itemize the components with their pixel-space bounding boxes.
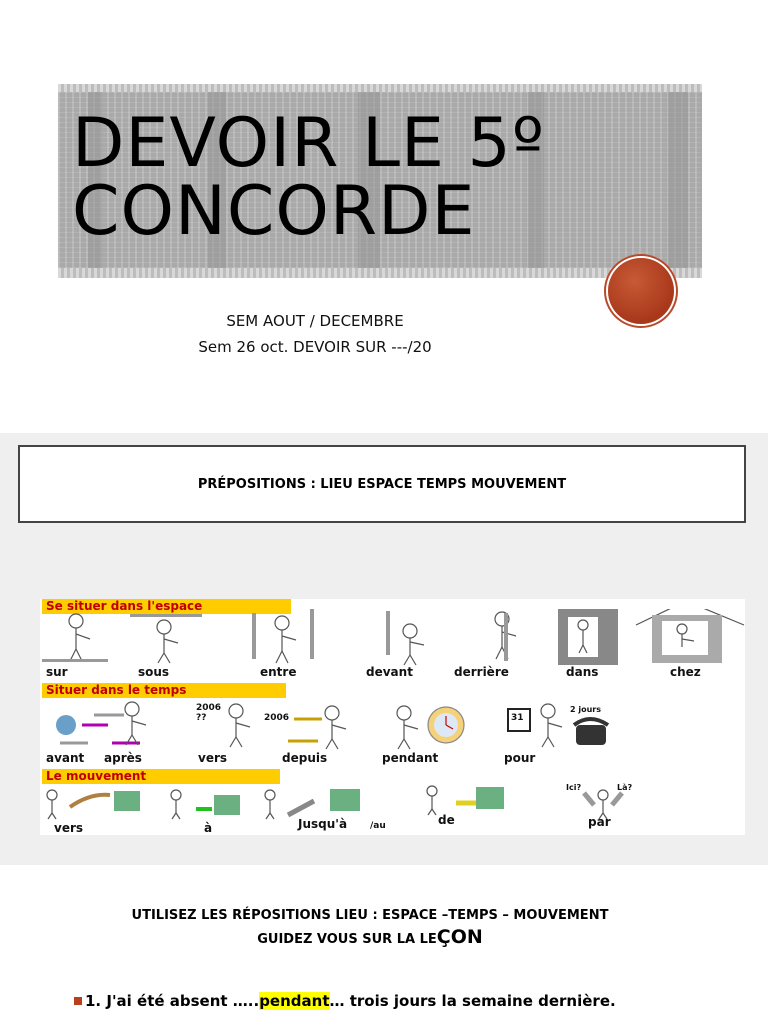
note-la: Là? [617, 783, 633, 792]
title-line-2: CONCORDE [72, 172, 476, 251]
stick-figure-icon [69, 614, 90, 661]
word-depuis: depuis [282, 751, 328, 765]
prepositions-title-box: PRÉPOSITIONS : LIEU ESPACE TEMPS MOUVEMENT [18, 445, 746, 523]
arrow-icon [584, 793, 594, 805]
subtitle-line-2: Sem 26 oct. DEVOIR SUR ---/20 [198, 338, 432, 356]
word-apres: après [104, 751, 142, 765]
instruction-line-2 [0, 926, 740, 948]
espace-figures [40, 609, 745, 669]
house-icon [636, 609, 744, 663]
arrow-icon [612, 793, 622, 805]
note-2006: 2006 [264, 713, 290, 723]
title-slide [0, 0, 768, 432]
note-ici: Ici? [566, 783, 582, 792]
exercise-sentence-1 [74, 992, 616, 1010]
word-derriere: derrière [454, 665, 509, 679]
stick-figure-icon [541, 704, 562, 747]
instruction-line-2-text: GUIDEZ VOUS SUR LA LE [257, 932, 437, 947]
sentence-answer: pendant [259, 992, 330, 1010]
sentence-prefix: 1. J'ai été absent ….. [85, 992, 260, 1010]
word-par: par [588, 815, 611, 829]
temps-figures [40, 699, 745, 755]
stick-figure-icon [325, 706, 346, 749]
stick-figure-icon [427, 786, 437, 815]
stick-figure-icon [157, 620, 178, 663]
section-header-espace: Se situer dans l'espace [42, 599, 291, 614]
title-line-1: DEVOIR LE 5º [72, 104, 545, 183]
exercise-slide [0, 866, 768, 1024]
decorative-circle-icon [608, 258, 674, 324]
mouvement-figures [40, 785, 745, 825]
word-chez: chez [670, 665, 701, 679]
arrow-icon [70, 795, 110, 807]
phone-icon [574, 719, 608, 745]
word-devant: devant [366, 665, 413, 679]
stick-figure-icon [125, 702, 146, 745]
stick-figure-icon [397, 706, 418, 749]
word-pendant: pendant [382, 751, 439, 765]
stick-figure-icon [171, 790, 181, 819]
word-avant: avant [46, 751, 85, 765]
word-vers-mouvement: vers [54, 821, 84, 835]
bullet-icon [74, 997, 82, 1005]
subtitle-line-1: SEM AOUT / DECEMBRE [226, 312, 404, 330]
stick-figure-icon [403, 624, 424, 665]
stick-figure-icon [47, 790, 57, 819]
clock-icon [428, 707, 464, 743]
word-a: à [204, 821, 213, 835]
word-sous: sous [138, 665, 170, 679]
note-2006-qq: 2006 ?? [196, 703, 222, 723]
instruction-line-2-big: ÇON [436, 926, 483, 948]
stick-figure-icon [275, 616, 296, 663]
word-sur: sur [46, 665, 68, 679]
word-de: de [438, 813, 455, 827]
page-title [72, 104, 545, 251]
prepositions-illustration [40, 599, 745, 835]
band-texture [668, 92, 688, 268]
word-vers-temps: vers [198, 751, 228, 765]
word-pour: pour [504, 751, 536, 765]
note-31: 31 [511, 713, 524, 723]
word-dans: dans [566, 665, 599, 679]
stick-figure-icon [229, 704, 250, 747]
section-header-temps: Situer dans le temps [42, 683, 286, 698]
word-jusqua: Jusqu'à [298, 817, 348, 831]
word-entre: entre [260, 665, 297, 679]
word-au: /au [370, 821, 386, 831]
section-header-mouvement: Le mouvement [42, 769, 280, 784]
prepositions-slide [0, 433, 768, 865]
stick-figure-icon [265, 790, 275, 819]
sentence-suffix: … trois jours la semaine dernière. [329, 992, 616, 1010]
note-2-jours: 2 jours [570, 705, 601, 714]
arrow-icon [288, 801, 314, 815]
instruction-line-1: UTILISEZ LES RÉPOSITIONS LIEU : ESPACE –TEMPS – MOUVEMENT [131, 908, 609, 923]
